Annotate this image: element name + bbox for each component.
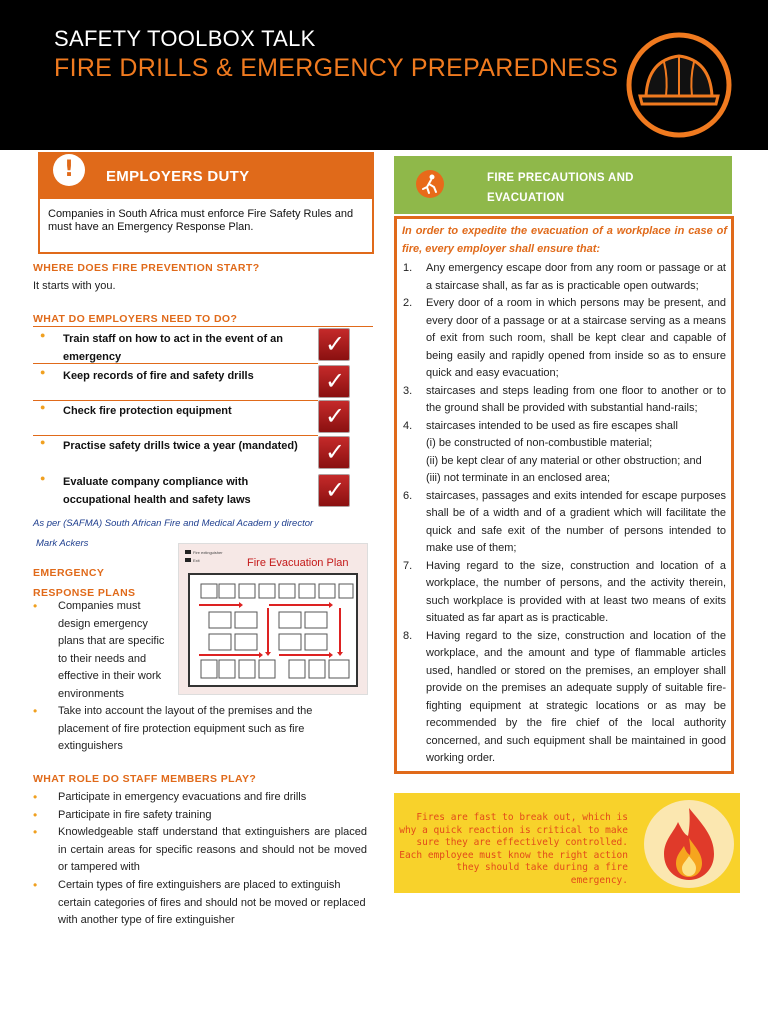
fire-message-text: Fires are fast to break out, which is why a quick reaction is critical to make sure they are effectively controlled. Each employee must know the right action they should take during a fire emergency. <box>399 812 628 886</box>
bullet-icon: ● <box>40 367 46 377</box>
fire-precautions-title: FIRE PRECAUTIONS AND EVACUATION <box>487 172 634 204</box>
list-item: 4. staircases intended to be used as fire escapes shall (i) be constructed of non-combustible material; (ii) be kept clear of any material or other obstruction; and (iii) not terminate in an enclosed area; <box>403 419 702 484</box>
fire-precautions-banner <box>394 156 732 214</box>
checklist-item-text: Practise safety drills twice a year (mandated) <box>63 440 298 452</box>
staff-role-heading: WHAT ROLE DO STAFF MEMBERS PLAY? <box>33 773 257 785</box>
exclamation-icon: ! <box>53 154 85 186</box>
page-header <box>0 0 768 150</box>
list-item: • Companies must design emergency plans that are specific to their needs and effective in their work environments <box>33 598 168 704</box>
check-mark-icon: ✓ <box>318 400 350 433</box>
fire-prevention-text: It starts with you. <box>33 280 116 292</box>
list-item: 3. staircases and steps leading from one floor to another or to the ground shall be provided with substantial hand-rails; <box>403 384 726 414</box>
running-person-icon <box>416 170 444 198</box>
list-item: 6. staircases, passages and exits intended for escape purposes shall be of a width and of a gradient which will facilitate the quick and safe exit of the number of persons intended to make use of them; <box>403 489 726 554</box>
header-title: SAFETY TOOLBOX TALK <box>54 26 316 51</box>
bullet-icon: ● <box>40 402 46 412</box>
list-item: • Certain types of fire extinguishers are placed to extinguish certain categories of fires and should not be moved or replaced with another type of fire extinguisher <box>33 877 367 930</box>
section-divider <box>33 326 373 327</box>
fire-precautions-list <box>403 260 726 768</box>
emergency-plans-list <box>33 598 168 704</box>
employers-duty-banner <box>38 152 374 199</box>
check-mark-icon: ✓ <box>318 436 350 469</box>
list-item: • Take into account the layout of the premises and the placement of fire protection equipment such as fire extinguishers <box>33 703 338 756</box>
hard-hat-icon <box>624 30 734 140</box>
checklist-item-text: Evaluate company compliance with occupational health and safety laws <box>63 476 251 506</box>
list-item: 7. Having regard to the size, construction and location of a workplace, the number of persons, and the activity therein, such workplace is provided with at least two means of exits situated as far apart as is practicable. <box>403 559 726 624</box>
checklist-item-text: Keep records of fire and safety drills <box>63 370 254 382</box>
emergency-plans-heading: EMERGENCY RESPONSE PLANS <box>33 567 136 599</box>
bullet-icon: ● <box>40 330 46 340</box>
list-item: • Knowledgeable staff understand that extinguishers are placed in certain areas for specific reasons and should not be moved or tampered with <box>33 824 367 877</box>
check-mark-icon: ✓ <box>318 365 350 398</box>
fire-precautions-intro: In order to expedite the evacuation of a workplace in case of fire, every employer shall ensure that: <box>402 225 727 255</box>
checklist-item-text: Check fire protection equipment <box>63 405 232 417</box>
row-divider <box>33 400 318 401</box>
header-subtitle: FIRE DRILLS & EMERGENCY PREPAREDNESS <box>54 54 619 82</box>
employers-duty-box <box>38 199 374 254</box>
fire-prevention-heading: WHERE DOES FIRE PREVENTION START? <box>33 262 260 274</box>
bullet-icon: ● <box>40 473 46 483</box>
row-divider <box>33 435 318 436</box>
check-mark-icon: ✓ <box>318 328 350 361</box>
list-item: 1. Any emergency escape door from any room or passage or at a staircase shall, as far as is practicable open outwards; <box>403 262 726 292</box>
employers-duty-title: EMPLOYERS DUTY <box>106 168 250 185</box>
list-item: • Participate in fire safety training <box>33 807 367 825</box>
list-item: 2. Every door of a room in which persons may be present, and every door of a passage or at a staircase serving as a means of exit from such room, shall be kept clear and capable of being easily and rapidly opened from inside so as to ensure quick and easy evacuation; <box>403 297 726 379</box>
list-item: 8. Having regard to the size, construction and location of the workplace, and the amount and type of flammable articles used, handled or stored on the premises, an employer shall provide on the premises an adequate supply of suitable fire-fighting equipment at strategic locations or as may be recommended by the fire chief of the local authority concerned, and such equipment shall be maintained in good working order. <box>403 629 726 764</box>
check-mark-icon: ✓ <box>318 474 350 507</box>
fire-evacuation-plan-image <box>178 543 368 695</box>
employers-need-heading: WHAT DO EMPLOYERS NEED TO DO? <box>33 313 238 325</box>
checklist-item-text: Train staff on how to act in the event of an emergency <box>63 333 284 363</box>
staff-role-list <box>33 789 367 930</box>
flame-icon <box>644 800 734 888</box>
bullet-icon: ● <box>40 437 46 447</box>
fire-message-banner <box>394 793 740 893</box>
emergency-plans-list <box>33 703 338 756</box>
source-credit: As per (SAFMA) South African Fire and Medical Academ y director Mark Ackers <box>33 518 314 549</box>
list-item: • Participate in emergency evacuations and fire drills <box>33 789 367 807</box>
row-divider <box>33 363 318 364</box>
employers-duty-text: Companies in South Africa must enforce Fire Safety Rules and must have an Emergency Response Plan. <box>48 208 354 233</box>
plan-legend: Fire extinguisher Exit <box>193 550 223 563</box>
plan-title: Fire Evacuation Plan <box>247 557 349 569</box>
